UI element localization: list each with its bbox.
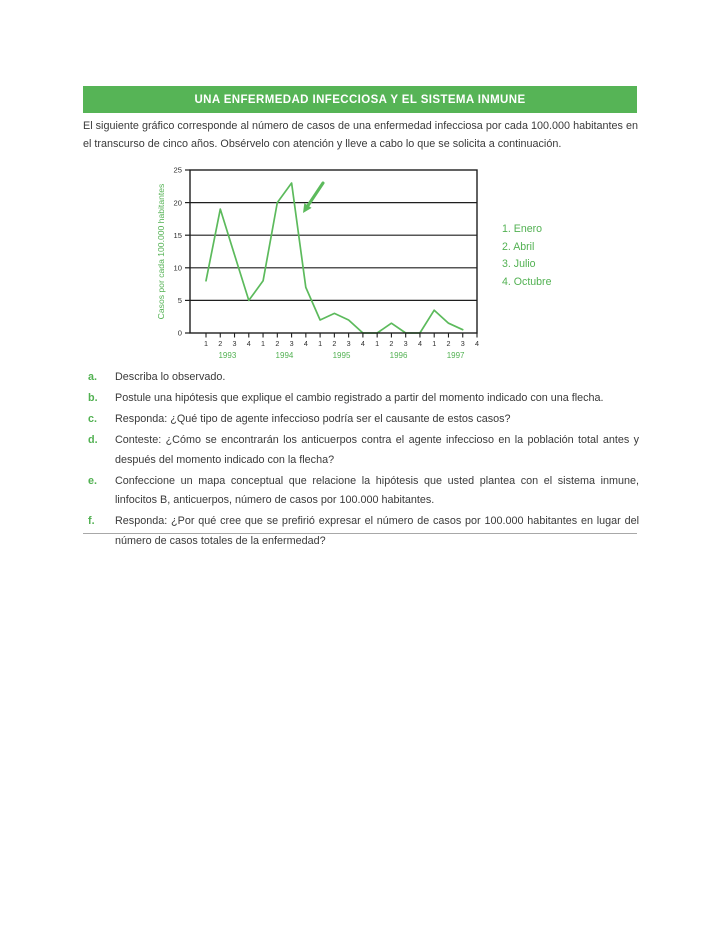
svg-text:0: 0 [177,328,182,338]
bottom-divider [83,533,637,534]
svg-text:1993: 1993 [218,351,237,360]
line-series [206,183,463,333]
question-text: Responda: ¿Qué tipo de agente infeccioso podría ser el causante de estos casos? [115,413,511,425]
svg-text:3: 3 [289,339,294,348]
section-banner [83,86,637,113]
svg-text:4: 4 [475,339,479,348]
legend-item: 1. Enero [502,223,543,235]
questions-list [83,368,639,553]
svg-text:3: 3 [232,339,237,348]
question-letter: a. [88,371,98,383]
svg-text:1: 1 [432,339,437,348]
question-letter: e. [88,474,98,487]
question-item [83,472,639,511]
svg-text:10: 10 [173,263,182,273]
svg-text:4: 4 [417,339,422,348]
svg-text:1995: 1995 [332,351,351,360]
question-text: Responda: ¿Por qué cree que se prefirió expresar el número de casos por 100.000 habitantes en lugar del número de casos totales de la enfermedad? [115,515,639,547]
svg-text:2: 2 [332,339,337,348]
svg-text:2: 2 [389,339,394,348]
question-text: Describa lo observado. [115,371,226,383]
svg-text:1: 1 [204,339,208,348]
question-text: Postule una hipótesis que explique el cambio registrado a partir del momento indicado con una flecha. [115,392,604,404]
svg-text:2: 2 [446,339,451,348]
legend-item: 2. Abril [502,240,535,253]
question-letter: b. [88,392,98,404]
svg-text:5: 5 [177,296,182,306]
question-letter: c. [88,413,98,425]
svg-text:3: 3 [346,339,351,348]
svg-text:3: 3 [403,339,408,348]
svg-text:Casos por cada 100.000 habitan: Casos por cada 100.000 habitantes [156,183,166,320]
svg-text:1: 1 [261,339,266,348]
chart-legend [502,221,551,291]
page-title: UNA ENFERMEDAD INFECCIOSA Y EL SISTEMA INMUNE [194,93,526,106]
question-item [83,512,639,551]
legend-item: 3. Julio [502,258,536,270]
question-letter: d. [88,434,98,446]
question-item [83,389,639,409]
svg-text:4: 4 [246,339,251,348]
question-item [83,368,639,388]
svg-text:4: 4 [303,339,308,348]
svg-text:2: 2 [218,339,223,348]
svg-text:1: 1 [318,339,323,348]
question-item [83,410,639,430]
svg-text:20: 20 [173,198,182,208]
svg-text:1997: 1997 [446,351,465,360]
intro-paragraph: El siguiente gráfico corresponde al número de casos de una enfermedad infecciosa por cada 100.000 habitantes en el transcurso de cinco años. Obsérvelo con atención y lleve a cabo lo que se solicita a continuación. [83,120,638,150]
question-text: Conteste: ¿Cómo se encontrarán los anticuerpos contra el agente infeccioso en la población total antes y después del momento indicado con la flecha? [115,434,639,466]
question-text: Confeccione un mapa conceptual que relacione la hipótesis que usted plantea con el sistema inmune, linfocitos B, anticuerpos, número de casos por 100.000 habitantes. [115,474,639,506]
svg-text:2: 2 [275,339,280,348]
question-letter: f. [88,515,95,527]
svg-text:25: 25 [173,165,182,175]
svg-text:1: 1 [375,339,380,348]
question-item [83,431,639,470]
svg-text:15: 15 [173,230,182,240]
legend-item: 4. Octubre [502,275,552,288]
svg-text:1994: 1994 [275,351,294,360]
svg-text:3: 3 [460,339,465,348]
svg-text:4: 4 [360,339,365,348]
svg-text:1996: 1996 [389,351,408,360]
